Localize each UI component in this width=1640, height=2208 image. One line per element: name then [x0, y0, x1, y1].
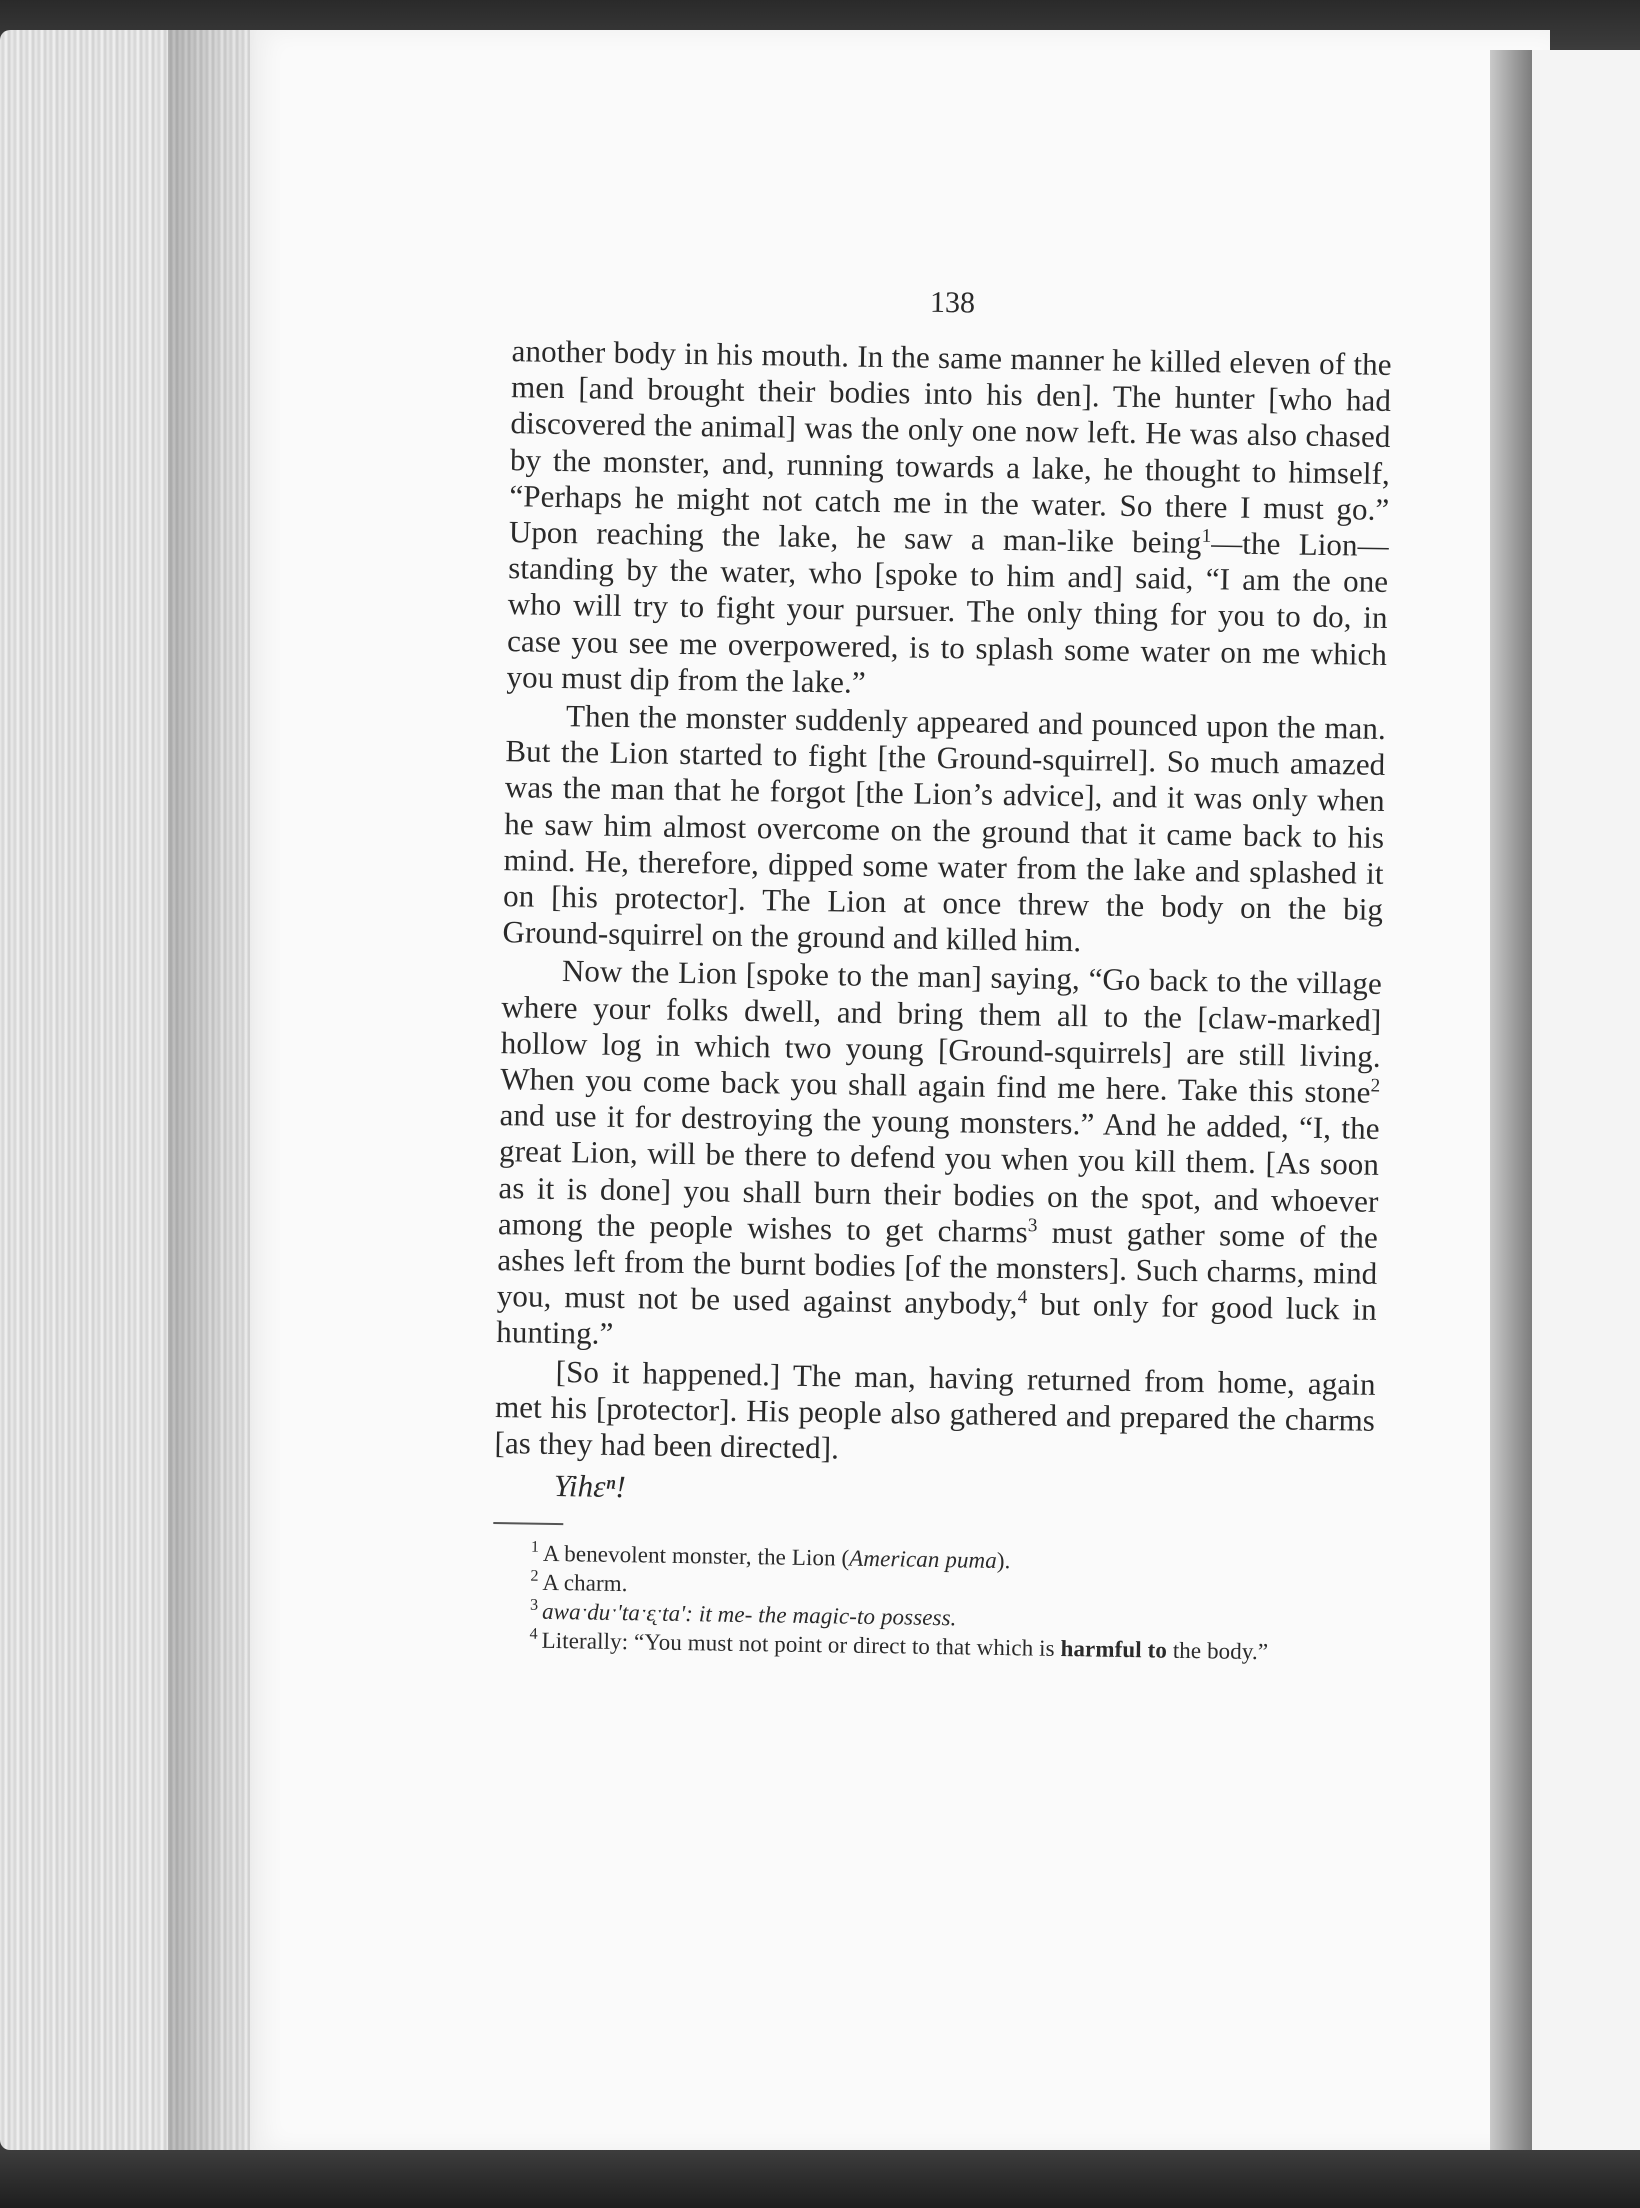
footnote-text: American puma	[849, 1545, 998, 1573]
book-cover-edge	[1490, 50, 1532, 2165]
paragraph-text: Now the Lion [spoke to the man] saying, “Go back to the village where your folks dwell, and bring them all to the [claw-marked] hollow log in which two young [Ground-squirrels] are still living. When you come back you shall again find me here. Take this stone	[500, 953, 1383, 1110]
page-number: 138	[929, 285, 976, 320]
footnote-number: 3	[529, 1596, 539, 1614]
footnote-text: the body.”	[1166, 1637, 1269, 1664]
footnote-number: 4	[529, 1625, 538, 1643]
footnote-text: harmful to	[1060, 1635, 1168, 1663]
footnote-text: Literally: “You must not point or direct to that which is	[541, 1627, 1061, 1661]
footnote-text: A charm.	[542, 1569, 628, 1596]
footnote-divider	[493, 1522, 563, 1525]
paragraph-text: but only for good luck in hunting.”	[496, 1286, 1378, 1352]
footnotes	[491, 1538, 1373, 1668]
paragraph	[502, 697, 1386, 964]
footnote-text: awaˑduˑ'taˑɛ̨ˑta': it me- the magic-to possess.	[541, 1598, 957, 1630]
footnote-reference: 3	[1027, 1214, 1038, 1237]
paragraph-text: —the Lion— standing by the water, who [spoke to him and] said, “I am the one who will try to fight your pursuer. The only thing for you to do, in case you see me overpowered, is to splash some water on me which you must dip from the lake.”	[506, 525, 1390, 700]
paragraph	[496, 953, 1382, 1365]
paragraph-text: another body in his mouth. In the same manner he killed eleven of the men [and brought their bodies into his den]. The hunter [who had discovered the animal] was the only one now left. He was also chased by the monster, and, running towards a lake, he thought to himself, “Perhaps he might not catch me in the water. So there I must go.” Upon reaching the lake, he saw a man-like being	[508, 333, 1392, 561]
footnote-reference: 1	[1201, 525, 1212, 547]
footnote-number: 2	[530, 1567, 539, 1585]
paragraph-text: must gather some of the ashes left from the burnt bodies [of the monsters]. Such charms, mind you, must not be used against anybody,	[496, 1214, 1379, 1322]
sign-off: Yihɛⁿ!	[553, 1468, 627, 1505]
facing-page-edge	[1532, 50, 1640, 2165]
paragraph	[494, 1353, 1376, 1475]
paragraph-text: [So it happened.] The man, having returned from home, again met his [protector]. His people also gathered and prepared the charms [as they had been directed].	[494, 1353, 1376, 1466]
paragraph-text: and use it for destroying the young monsters.” And he added, “I, the great Lion, will be there to defend you when you kill them. [As soon as it is done] you shall burn their bodies on the spot, and whoever among the people wishes to get charms	[497, 1097, 1380, 1250]
paragraph-list	[494, 333, 1392, 1475]
body-text	[491, 333, 1392, 1667]
paragraph	[506, 333, 1392, 709]
footnote-reference: 4	[1017, 1287, 1028, 1309]
footnote-reference: 2	[1370, 1075, 1381, 1097]
footnote-text: A benevolent monster, the Lion (	[542, 1540, 850, 1571]
footnote-text: ).	[996, 1547, 1011, 1573]
book-gutter-shadow	[168, 30, 258, 2150]
footnote-number: 1	[530, 1538, 540, 1556]
scan-background-bottom	[0, 2150, 1640, 2208]
paragraph-text: Then the monster suddenly appeared and pounced upon the man. But the Lion started to fight [the Ground-squirrel]. So much amazed was the man that he forgot [the Lion’s advice], and it was only when he saw him almost overcome on the ground that it came back to his mind. He, therefore, dipped some water from the lake and splashed it on [his protector]. The Lion at once threw the body on the big Ground-squirrel on the ground and killed him.	[502, 698, 1387, 959]
